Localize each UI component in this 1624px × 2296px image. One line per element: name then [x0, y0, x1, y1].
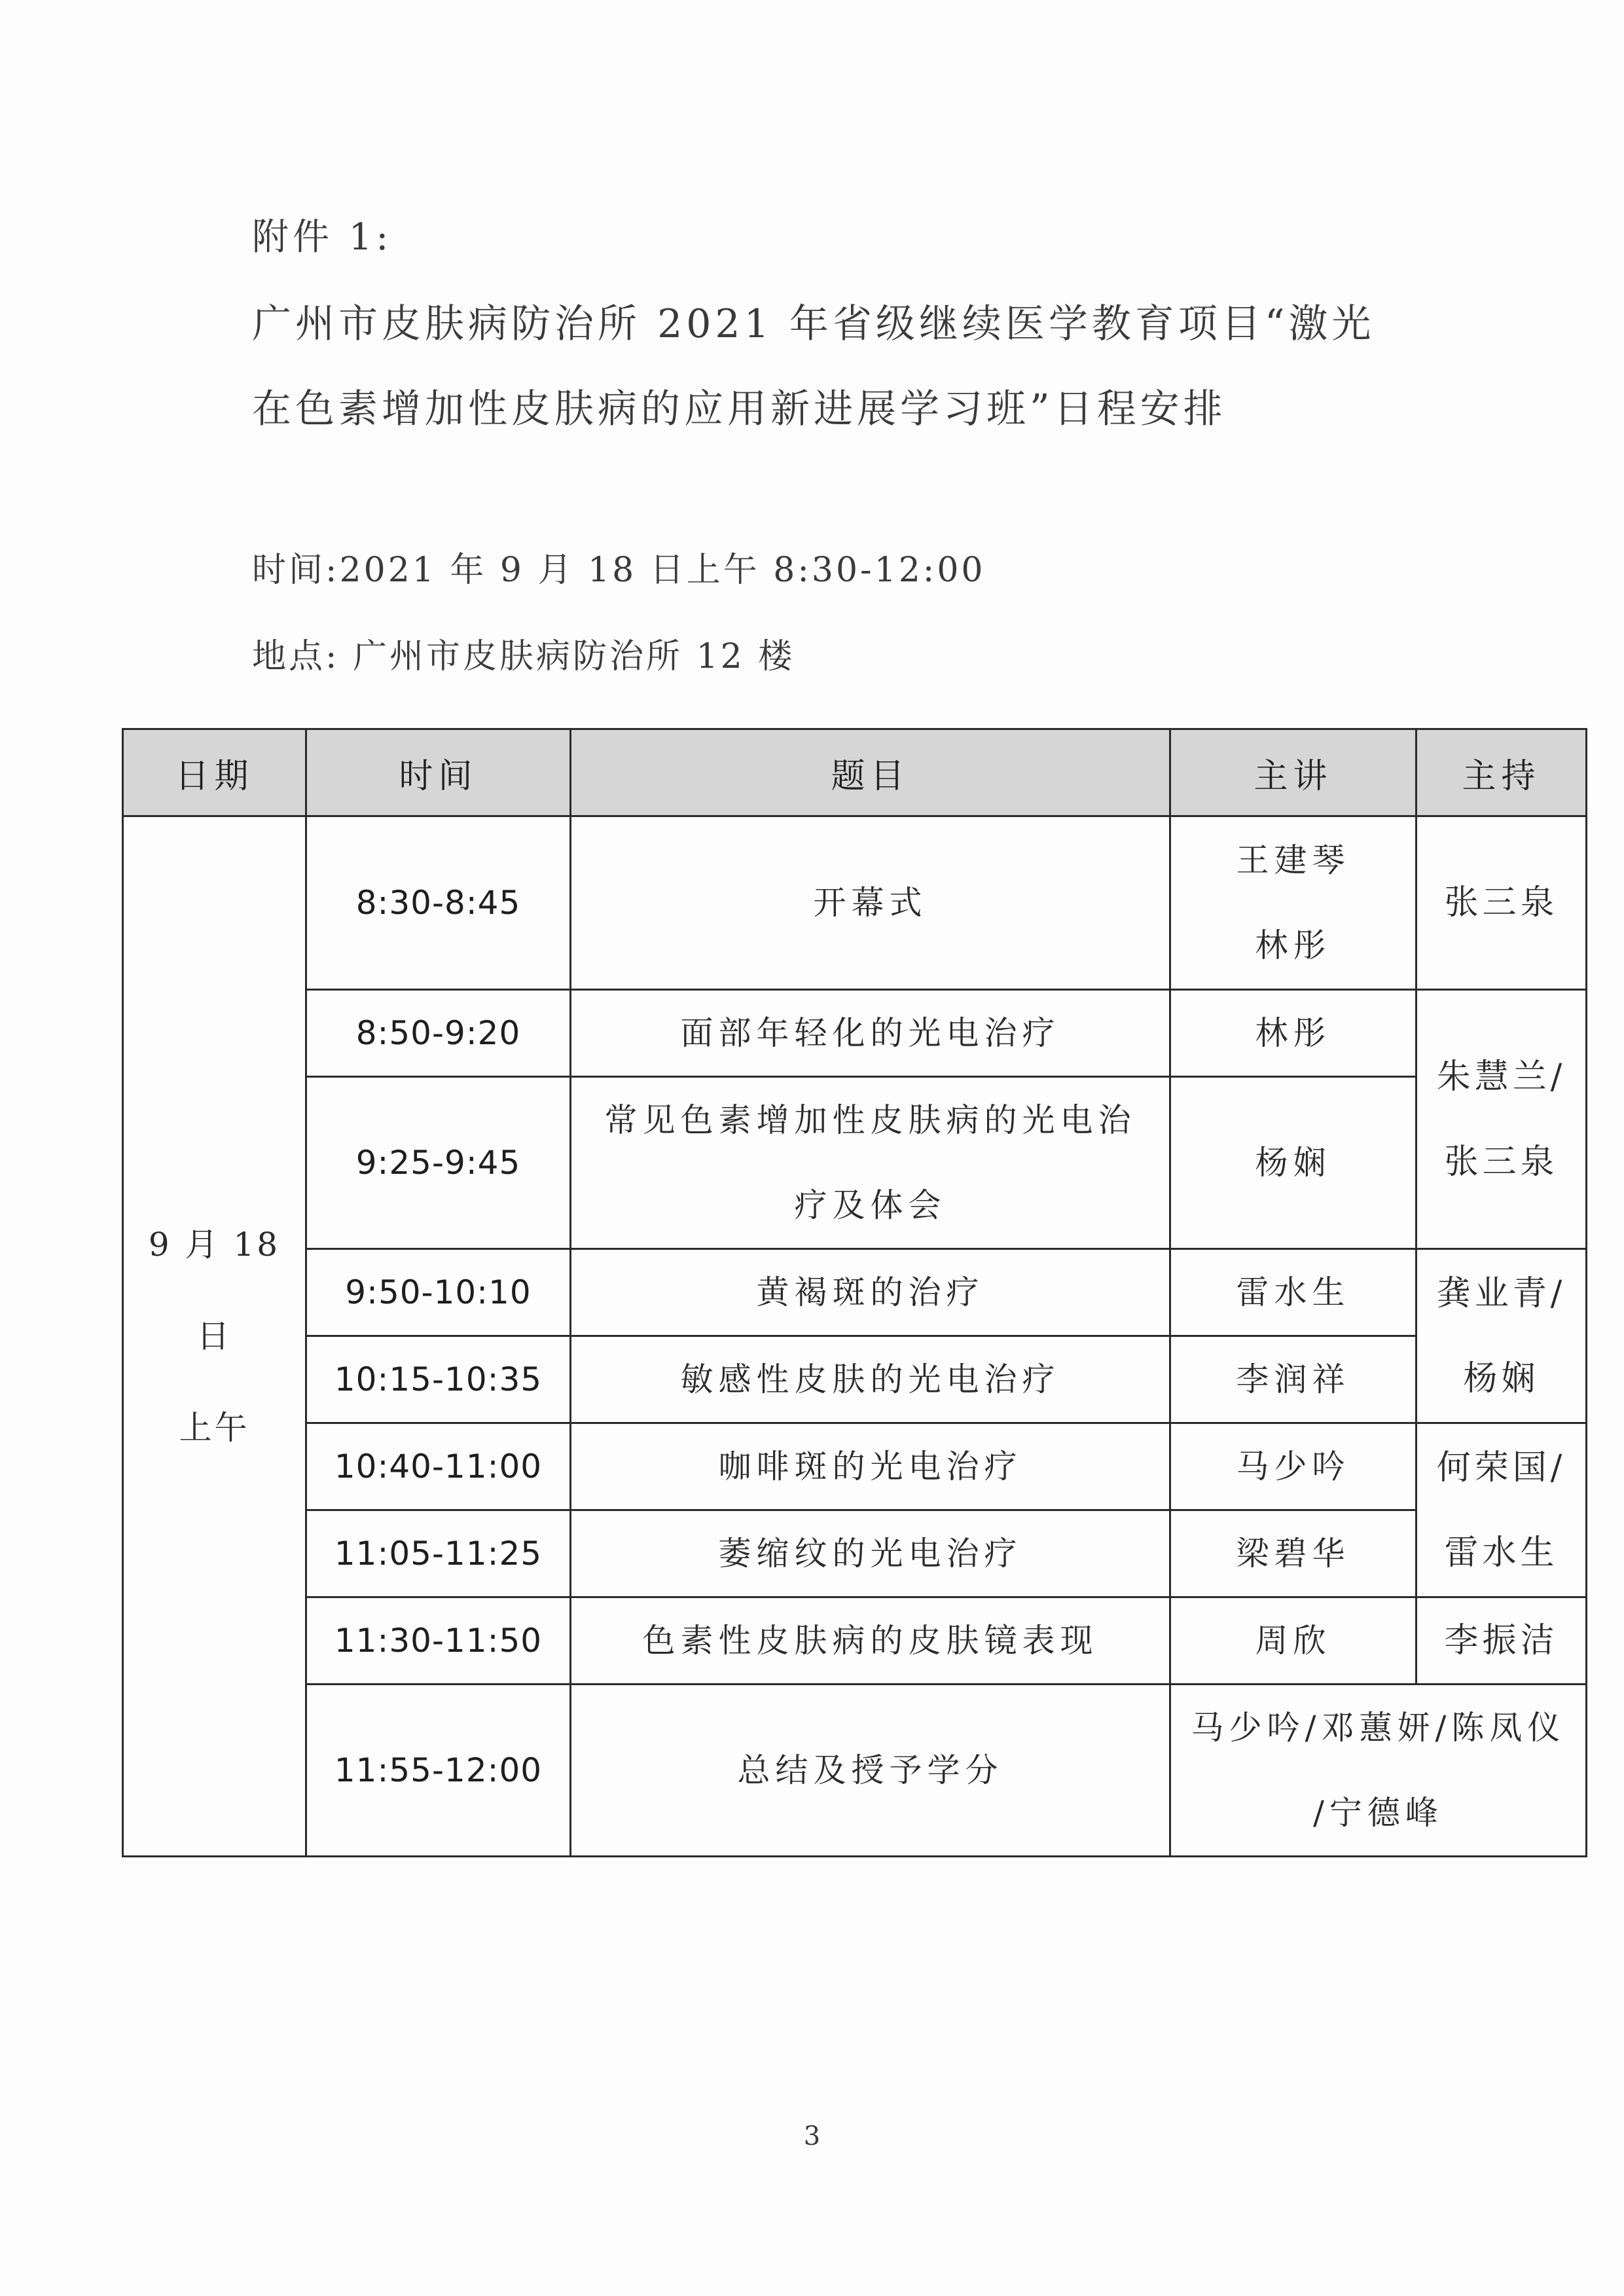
- schedule-table: [122, 728, 1587, 1857]
- table-row: [123, 1685, 1587, 1857]
- host-line-1: 朱慧兰/: [1436, 1057, 1566, 1097]
- speaker-line-1: 王建琴: [1236, 841, 1350, 879]
- title-line-1: 广州市皮肤病防治所 2021 年省级继续医学教育项目“激光: [252, 301, 1375, 347]
- topic-cell: 总结及授予学分: [571, 1685, 1170, 1857]
- speaker-cell: 马少吟: [1170, 1423, 1416, 1510]
- host-cell: 张三泉: [1416, 816, 1587, 990]
- speaker-cell: 林彤: [1170, 990, 1416, 1077]
- table-row: [123, 1423, 1587, 1510]
- time-cell: 8:50-9:20: [306, 990, 571, 1077]
- topic-cell: 开幕式: [571, 816, 1170, 990]
- speaker-cell: 周欣: [1170, 1597, 1416, 1685]
- time-cell: 8:30-8:45: [306, 816, 571, 990]
- table-row: [123, 1249, 1587, 1336]
- date-line-2: 上午: [179, 1409, 250, 1447]
- topic-line-2: 疗及体会: [794, 1186, 947, 1224]
- date-line-1: 9 月 18 日: [148, 1226, 281, 1355]
- speaker-line-2: 林彤: [1255, 926, 1331, 964]
- speaker-line-2: /宁德峰: [1313, 1794, 1443, 1832]
- speaker-cell: 李润祥: [1170, 1336, 1416, 1423]
- time-info: 时间:2021 年 9 月 18 日上午 8:30-12:00: [252, 551, 986, 590]
- speaker-line-1: 马少吟/邓蕙妍/陈凤仪: [1191, 1709, 1566, 1747]
- time-cell: 9:50-10:10: [306, 1249, 571, 1336]
- topic-cell: 敏感性皮肤的光电治疗: [571, 1336, 1170, 1423]
- topic-cell: 咖啡斑的光电治疗: [571, 1423, 1170, 1510]
- place-info: 地点: 广州市皮肤病防治所 12 楼: [252, 637, 795, 676]
- host-cell: 李振洁: [1416, 1597, 1587, 1685]
- header-date: 日期: [123, 729, 306, 816]
- time-cell: 11:05-11:25: [306, 1510, 571, 1597]
- table-row: [123, 1077, 1587, 1249]
- time-cell: 11:30-11:50: [306, 1597, 571, 1685]
- topic-cell: 萎缩纹的光电治疗: [571, 1510, 1170, 1597]
- host-cell: [1416, 1423, 1587, 1597]
- topic-cell: 面部年轻化的光电治疗: [571, 990, 1170, 1077]
- host-line-1: 何荣国/: [1436, 1448, 1566, 1487]
- time-cell: 9:25-9:45: [306, 1077, 571, 1249]
- host-cell: [1416, 990, 1587, 1249]
- speaker-cell: 杨娴: [1170, 1077, 1416, 1249]
- time-cell: 10:40-11:00: [306, 1423, 571, 1510]
- table-row: [123, 816, 1587, 990]
- speaker-cell: 雷水生: [1170, 1249, 1416, 1336]
- speaker-cell: [1170, 816, 1416, 990]
- topic-cell: 黄褐斑的治疗: [571, 1249, 1170, 1336]
- table-row: [123, 1597, 1587, 1685]
- topic-cell: 色素性皮肤病的皮肤镜表现: [571, 1597, 1170, 1685]
- topic-line-1: 常见色素增加性皮肤病的光电治: [604, 1101, 1136, 1139]
- speaker-cell: 梁碧华: [1170, 1510, 1416, 1597]
- attachment-label: 附件 1:: [252, 216, 393, 259]
- host-cell: [1416, 1249, 1587, 1423]
- table-row: [123, 990, 1587, 1077]
- host-line-1: 龚业青/: [1436, 1273, 1566, 1313]
- speaker-cell: [1170, 1685, 1587, 1857]
- table-header-row: [123, 729, 1587, 816]
- table-row: [123, 1336, 1587, 1423]
- date-cell: [123, 816, 306, 1857]
- host-line-2: 杨娴: [1463, 1358, 1540, 1398]
- document-title: [252, 282, 1404, 452]
- header-host: 主持: [1416, 729, 1587, 816]
- title-line-2: 在色素增加性皮肤病的应用新进展学习班”日程安排: [252, 386, 1227, 432]
- host-line-2: 雷水生: [1444, 1533, 1559, 1573]
- header-time: 时间: [306, 729, 571, 816]
- topic-cell: [571, 1077, 1170, 1249]
- page-number: 3: [803, 2121, 821, 2151]
- host-line-2: 张三泉: [1444, 1142, 1559, 1182]
- time-cell: 11:55-12:00: [306, 1685, 571, 1857]
- header-speaker: 主讲: [1170, 729, 1416, 816]
- table-row: [123, 1510, 1587, 1597]
- time-cell: 10:15-10:35: [306, 1336, 571, 1423]
- header-topic: 题目: [571, 729, 1170, 816]
